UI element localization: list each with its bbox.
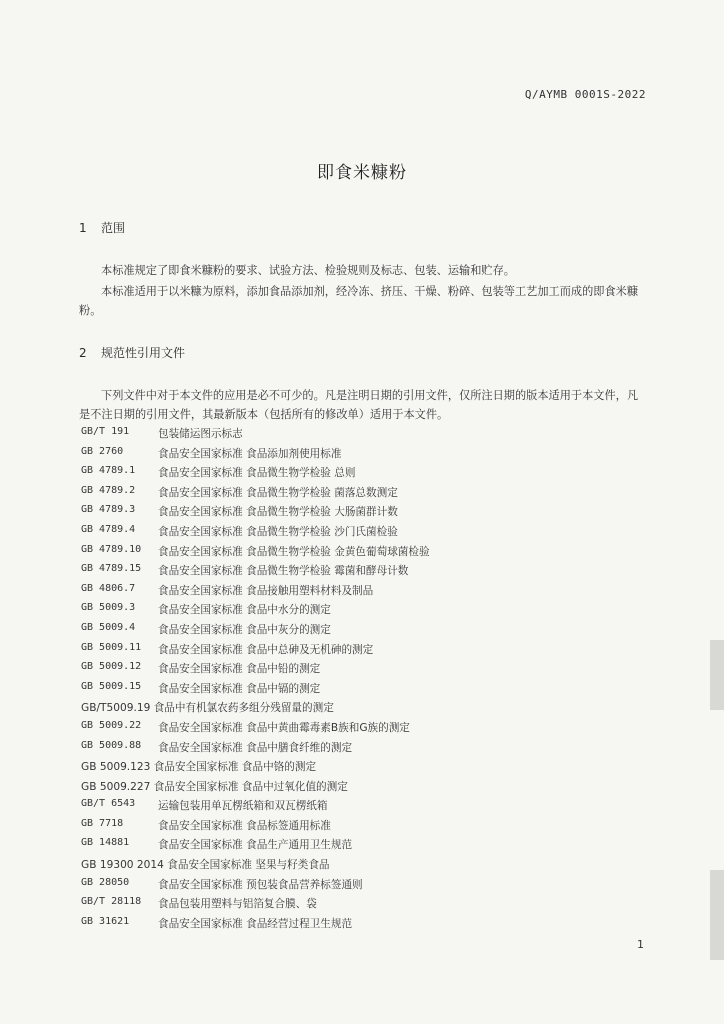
reference-code: GB 5009.88 bbox=[81, 739, 142, 751]
reference-code: GB 2760 bbox=[81, 445, 124, 457]
reference-item bbox=[81, 583, 641, 603]
reference-title: 食品安全国家标准 食品中总砷及无机砷的测定 bbox=[158, 643, 374, 656]
reference-title: 食品安全国家标准 食品中铅的测定 bbox=[158, 663, 321, 676]
section-number: 1 bbox=[79, 221, 87, 235]
reference-code: GB 5009.4 bbox=[81, 621, 136, 633]
reference-title: 食品安全国家标准 食品中水分的测定 bbox=[158, 604, 331, 617]
reference-title: 食品安全国家标准 食品中黄曲霉毒素B族和G族的测定 bbox=[158, 721, 410, 734]
reference-code: GB 5009.123 食品安全国家标准 食品中铬的测定 bbox=[81, 761, 317, 774]
reference-title: 食品安全国家标准 食品微生物学检验 沙门氏菌检验 bbox=[158, 525, 398, 538]
reference-title: 食品安全国家标准 食品接触用塑料材料及制品 bbox=[158, 584, 374, 597]
reference-item bbox=[81, 798, 641, 818]
reference-list bbox=[81, 426, 641, 935]
reference-code: GB 4806.7 bbox=[81, 582, 136, 594]
document-title: 即食米糠粉 bbox=[317, 163, 407, 183]
reference-item bbox=[81, 877, 641, 897]
reference-item bbox=[81, 544, 641, 564]
reference-item bbox=[81, 563, 641, 583]
reference-code: GB 4789.1 bbox=[81, 465, 136, 477]
section-number: 2 bbox=[79, 346, 87, 360]
page-number: 1 bbox=[637, 938, 644, 951]
reference-item bbox=[81, 622, 641, 642]
reference-code: GB 31621 bbox=[81, 915, 130, 927]
reference-code: GB 19300 2014 食品安全国家标准 坚果与籽类食品 bbox=[81, 859, 330, 872]
reference-item bbox=[81, 837, 641, 857]
reference-title: 运输包装用单瓦楞纸箱和双瓦楞纸箱 bbox=[158, 800, 328, 813]
reference-code: GB 5009.22 bbox=[81, 719, 142, 731]
reference-code: GB 5009.15 bbox=[81, 680, 142, 692]
section-heading-normative-references bbox=[79, 344, 185, 361]
reference-item bbox=[81, 504, 641, 524]
reference-item bbox=[81, 720, 641, 740]
document-code: Q/AYMB 0001S-2022 bbox=[524, 88, 646, 101]
reference-item bbox=[81, 740, 641, 760]
reference-item bbox=[81, 700, 641, 720]
section-title: 规范性引用文件 bbox=[101, 346, 186, 360]
reference-title: 食品安全国家标准 食品标签通用标准 bbox=[158, 819, 331, 832]
reference-code: GB 5009.11 bbox=[81, 641, 142, 653]
scan-edge-mark bbox=[710, 870, 724, 960]
reference-code: GB 5009.12 bbox=[81, 661, 142, 673]
paragraph: 本标准适用于以米糠为原料，添加食品添加剂，经冷冻、挤压、干燥、粉碎、包装等工艺加工而成的即食米糠粉。 bbox=[79, 285, 639, 317]
reference-code: GB 4789.2 bbox=[81, 484, 136, 496]
reference-item bbox=[81, 426, 641, 446]
reference-title: 食品安全国家标准 食品中镉的测定 bbox=[158, 682, 321, 695]
reference-code: GB 14881 bbox=[81, 837, 130, 849]
reference-title: 食品安全国家标准 预包装食品营养标签通则 bbox=[158, 878, 363, 891]
reference-title: 食品安全国家标准 食品微生物学检验 菌落总数测定 bbox=[158, 486, 398, 499]
paragraph: 本标准规定了即食米糠粉的要求、试验方法、检验规则及标志、包装、运输和贮存。 bbox=[101, 264, 515, 277]
reference-title: 食品包装用塑料与铝箔复合膜、袋 bbox=[158, 898, 317, 911]
reference-code: GB 4789.10 bbox=[81, 543, 142, 555]
reference-code: GB/T5009.19 食品中有机氯农药多组分残留量的测定 bbox=[81, 702, 334, 715]
reference-title: 食品安全国家标准 食品生产通用卫生规范 bbox=[158, 839, 353, 852]
reference-item bbox=[81, 779, 641, 799]
reference-code: GB 4789.4 bbox=[81, 523, 136, 535]
scan-edge-mark bbox=[710, 640, 724, 710]
section-title: 范围 bbox=[101, 221, 126, 235]
reference-item bbox=[81, 524, 641, 544]
reference-code: GB 28050 bbox=[81, 876, 130, 888]
reference-code: GB 4789.15 bbox=[81, 563, 142, 575]
reference-item bbox=[81, 857, 641, 877]
reference-code: GB/T 28118 bbox=[81, 896, 142, 908]
reference-item bbox=[81, 916, 641, 936]
reference-item bbox=[81, 485, 641, 505]
reference-title: 食品安全国家标准 食品中灰分的测定 bbox=[158, 623, 331, 636]
reference-code: GB/T 191 bbox=[81, 426, 130, 437]
reference-title: 食品安全国家标准 食品微生物学检验 总则 bbox=[158, 467, 356, 480]
reference-title: 食品安全国家标准 食品经营过程卫生规范 bbox=[158, 917, 353, 930]
paragraph: 下列文件中对于本文件的应用是必不可少的。凡是注明日期的引用文件，仅所注日期的版本适用于本文件，凡是不注日期的引用文件，其最新版本（包括所有的修改单）适用于本文件。 bbox=[79, 389, 639, 421]
reference-title: 包装储运图示标志 bbox=[158, 428, 243, 440]
reference-item bbox=[81, 446, 641, 466]
reference-title: 食品安全国家标准 食品微生物学检验 大肠菌群计数 bbox=[158, 506, 398, 519]
reference-item bbox=[81, 602, 641, 622]
reference-code: GB 7718 bbox=[81, 817, 124, 829]
reference-code: GB/T 6543 bbox=[81, 798, 136, 810]
reference-item bbox=[81, 818, 641, 838]
reference-item bbox=[81, 681, 641, 701]
section-heading-scope bbox=[79, 219, 125, 236]
reference-title: 食品安全国家标准 食品微生物学检验 金黄色葡萄球菌检验 bbox=[158, 545, 430, 558]
reference-item bbox=[81, 642, 641, 662]
reference-code: GB 5009.227 食品安全国家标准 食品中过氧化值的测定 bbox=[81, 780, 348, 793]
reference-code: GB 5009.3 bbox=[81, 602, 136, 614]
reference-title: 食品安全国家标准 食品中膳食纤维的测定 bbox=[158, 741, 353, 754]
reference-item bbox=[81, 896, 641, 916]
reference-title: 食品安全国家标准 食品微生物学检验 霉菌和酵母计数 bbox=[158, 565, 409, 578]
reference-title: 食品安全国家标准 食品添加剂使用标准 bbox=[158, 447, 342, 460]
reference-item bbox=[81, 661, 641, 681]
reference-code: GB 4789.3 bbox=[81, 504, 136, 516]
reference-item bbox=[81, 465, 641, 485]
reference-item bbox=[81, 759, 641, 779]
